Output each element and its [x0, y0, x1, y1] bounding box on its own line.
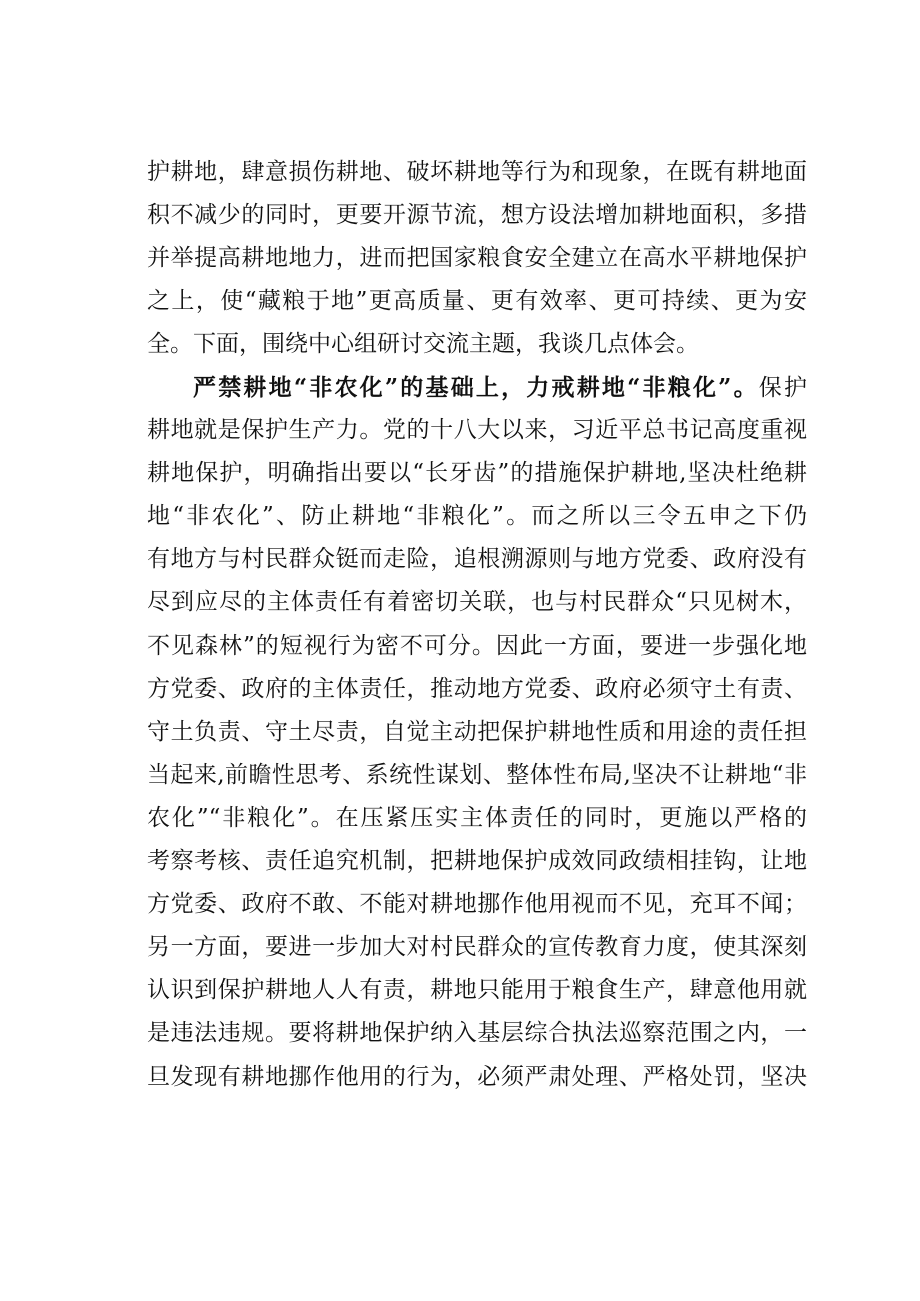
text-line: 全。下面，围绕中心组研讨交流主题，我谈几点体会。 — [147, 331, 699, 358]
text-line: 认识到保护耕地人人有责，耕地只能用于粮食生产，肆意他用就 — [147, 977, 807, 1004]
text-line: 地“非农化”、防止耕地“非粮化”。而之所以三令五申之下仍 — [147, 503, 807, 530]
paragraph-farmland-protection — [147, 366, 807, 1099]
text-line: 考察考核、责任追究机制，把耕地保护成效同政绩相挂钩，让地 — [147, 848, 807, 875]
text-line: 方党委、政府的主体责任，推动地方党委、政府必须守土有责、 — [147, 675, 807, 702]
text-line: 有地方与村民群众铤而走险，追根溯源则与地方党委、政府没有 — [147, 546, 807, 573]
text-line: 之上，使“藏粮于地”更高质量、更有效率、更可持续、更为安 — [147, 288, 807, 315]
text-line: 积不减少的同时，更要开源节流，想方设法增加耕地面积，多措 — [147, 202, 807, 229]
paragraph-heading: 严禁耕地“非农化”的基础上，力戒耕地“非粮化”。 — [193, 374, 759, 401]
text-line: 不见森林”的短视行为密不可分。因此一方面，要进一步强化地 — [147, 632, 807, 659]
text-line: 当起来,前瞻性思考、系统性谋划、整体性布局,坚决不让耕地“非 — [147, 761, 807, 788]
text-line: 方党委、政府不敢、不能对耕地挪作他用视而不见，充耳不闻； — [147, 891, 807, 918]
text-line: 守土负责、守土尽责，自觉主动把保护耕地性质和用途的责任担 — [147, 718, 807, 745]
text-line: 农化”“非粮化”。在压紧压实主体责任的同时，更施以严格的 — [147, 804, 807, 831]
text-line: 耕地就是保护生产力。党的十八大以来，习近平总书记高度重视 — [147, 417, 807, 444]
text-line: 另一方面，要进一步加大对村民群众的宣传教育力度，使其深刻 — [147, 934, 807, 961]
heading-line — [147, 366, 807, 409]
paragraph-intro — [147, 151, 807, 366]
text-line: 耕地保护，明确指出要以“长牙齿”的措施保护耕地,坚决杜绝耕 — [147, 460, 807, 487]
text-line: 旦发现有耕地挪作他用的行为，必须严肃处理、严格处罚，坚决 — [147, 1063, 807, 1090]
text-line: 是违法违规。要将耕地保护纳入基层综合执法巡察范围之内，一 — [147, 1020, 807, 1047]
text-line: 护耕地，肆意损伤耕地、破坏耕地等行为和现象，在既有耕地面 — [147, 159, 807, 185]
text-line: 尽到应尽的主体责任有着密切关联，也与村民群众“只见树木， — [147, 589, 807, 616]
text-line: 并举提高耕地地力，进而把国家粮食安全建立在高水平耕地保护 — [147, 245, 807, 272]
heading-line-rest: 保护 — [758, 375, 807, 401]
